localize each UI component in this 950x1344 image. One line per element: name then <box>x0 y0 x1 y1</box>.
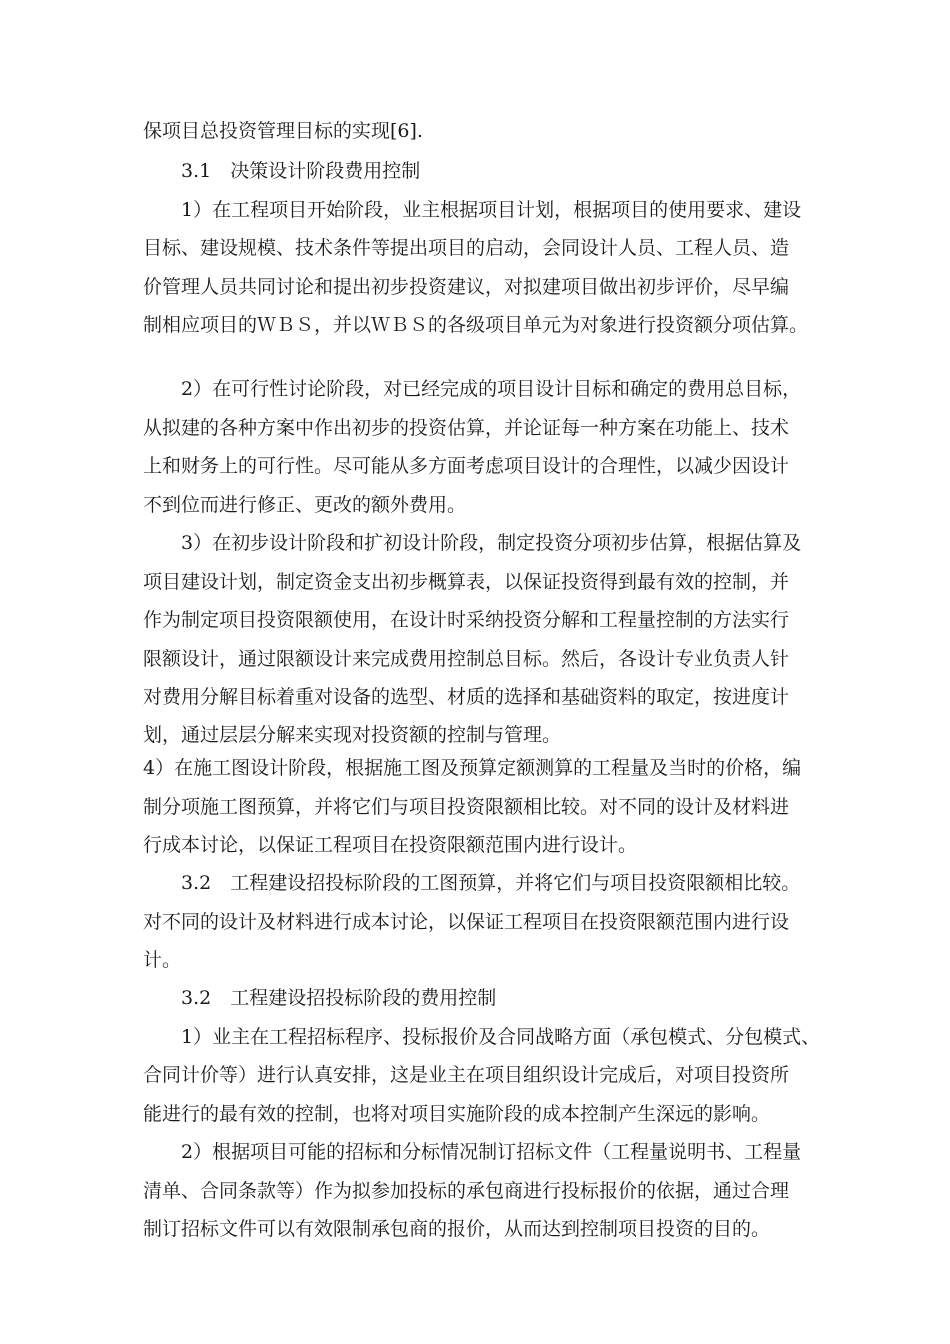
text-line: 计。 <box>143 949 182 971</box>
text-line: 价管理人员共同讨论和提出初步投资建议，对拟建项目做出初步评价，尽早编 <box>143 276 790 298</box>
text-line: 对不同的设计及材料进行成本讨论，以保证工程项目在投资限额范围内进行设 <box>143 911 790 933</box>
text-line: 4）在施工图设计阶段，根据施工图及预算定额测算的工程量及当时的价格，编 <box>143 757 802 779</box>
text-line: 能进行的最有效的控制，也将对项目实施阶段的成本控制产生深远的影响。 <box>143 1103 771 1125</box>
text-line: 作为制定项目投资限额使用，在设计时采纳投资分解和工程量控制的方法实行 <box>143 609 790 631</box>
text-line: 清单、合同条款等）作为拟参加投标的承包商进行投标报价的依据，通过合理 <box>143 1180 790 1202</box>
text-line: 1）在工程项目开始阶段，业主根据项目计划，根据项目的使用要求、建设 <box>181 199 802 221</box>
section-heading: 3.2 工程建设招投标阶段的费用控制 <box>181 987 497 1009</box>
text-line: 制订招标文件可以有效限制承包商的报价，从而达到控制项目投资的目的。 <box>143 1218 771 1240</box>
text-line: 3）在初步设计阶段和扩初设计阶段，制定投资分项初步估算，根据估算及 <box>181 532 802 554</box>
text-line: 从拟建的各种方案中作出初步的投资估算，并论证每一种方案在功能上、技术 <box>143 417 790 439</box>
text-line: 制相应项目的ＷＢＳ，并以ＷＢＳ的各级项目单元为对象进行投资额分项估算。 <box>143 314 809 336</box>
text-line: 目标、建设规模、技术条件等提出项目的启动，会同设计人员、工程人员、造 <box>143 237 790 259</box>
section-heading: 3.1 决策设计阶段费用控制 <box>181 160 421 182</box>
text-line: 限额设计，通过限额设计来完成费用控制总目标。然后，各设计专业负责人针 <box>143 648 790 670</box>
text-line: 上和财务上的可行性。尽可能从多方面考虑项目设计的合理性，以减少因设计 <box>143 455 790 477</box>
text-line: 划，通过层层分解来实现对投资额的控制与管理。 <box>143 724 562 746</box>
text-line: 项目建设计划，制定资金支出初步概算表，以保证投资得到最有效的控制，并 <box>143 571 790 593</box>
text-line: 对费用分解目标着重对设备的选型、材质的选择和基础资料的取定，按进度计 <box>143 686 790 708</box>
text-line: 1）业主在工程招标程序、投标报价及合同战略方面（承包模式、分包模式、 <box>181 1026 821 1048</box>
text-line: 合同计价等）进行认真安排，这是业主在项目组织设计完成后，对项目投资所 <box>143 1064 790 1086</box>
text-line: 行成本讨论，以保证工程项目在投资限额范围内进行设计。 <box>143 834 638 856</box>
text-line: 制分项施工图预算，并将它们与项目投资限额相比较。对不同的设计及材料进 <box>143 796 790 818</box>
text-line: 2）根据项目可能的招标和分标情况制订招标文件（工程量说明书、工程量 <box>181 1141 802 1163</box>
text-line: 2）在可行性讨论阶段，对已经完成的项目设计目标和确定的费用总目标， <box>181 378 802 400</box>
section-heading: 3.2 工程建设招投标阶段的工图预算，并将它们与项目投资限额相比较。 <box>181 872 801 894</box>
text-line: 不到位而进行修正、更改的额外费用。 <box>143 494 467 516</box>
text-line: 保项目总投资管理目标的实现[6]. <box>143 120 423 142</box>
